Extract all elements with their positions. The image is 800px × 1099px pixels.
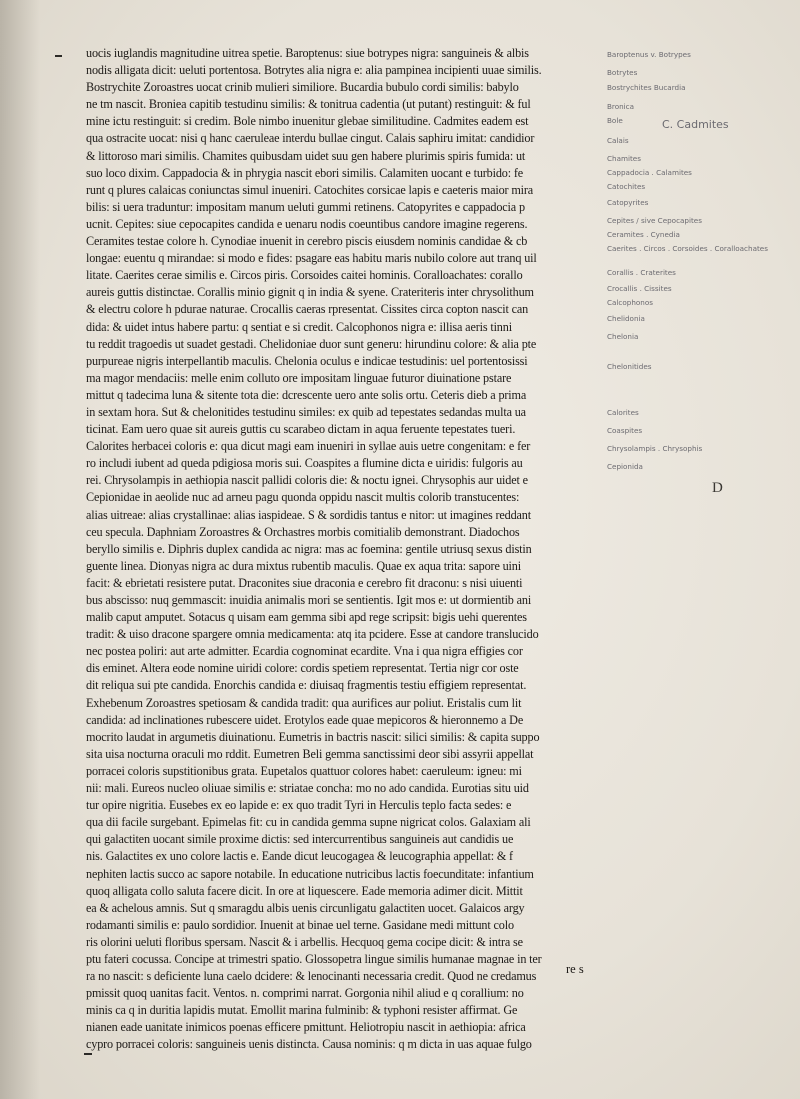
text-line: dida: & uidet intus habere partu: q sentiat e si credit. Calcophonos nigra e: illisa aeris tinni: [86, 319, 512, 334]
text-line: uocis iuglandis magnitudine uitrea spetie. Baroptenus: siue botrypes nigra: sanguineis & albis: [86, 46, 529, 60]
text-line: nec postea poliri: aut arte admitter. Ecardia cognominat ecardite. Vna i qua nigra effigies cor: [86, 644, 523, 659]
text-line: beryllo similis e. Diphris duplex candida ac nigra: mas ac foemina: gentile utriusq sexus distin: [86, 541, 532, 556]
text-line: minis ca q in duritia lapidis mutat. Emollit marina fulminib: & typhoni resister affirmat. Ge: [86, 1003, 518, 1018]
text-line: ra no nascit: s deficiente luna caelo dcidere: & lenocinanti necessaria credit. Quod ne credamus: [86, 969, 537, 984]
text-line: dis eminet. Altera eode nomine uiridi colore: cordis spetiem representat. Tertia nigr cor oste: [86, 661, 519, 676]
margin-annotation: Calais: [607, 136, 629, 145]
text-line: bus abscisso: nuq gemmascit: inuidia animalis mori se sentientis. Igit mos e: ut dormientib ani: [86, 593, 532, 607]
text-line: ucnit. Cepites: siue cepocapites candida e uenaru nodis coeuntibus candore imagine regerens.: [86, 216, 528, 231]
margin-annotation: Cappadocia . Calamites: [607, 168, 692, 177]
text-line: mittut q tadecima luna & sitente tota die: dcrescente uero ante solis ortu. Ceteris dieb a prima: [86, 387, 527, 402]
margin-annotation: Bostrychites Bucardia: [607, 83, 686, 92]
margin-annotation: Corallis . Craterites: [607, 268, 676, 277]
gutter-shadow: [0, 0, 40, 1099]
margin-annotation: Chelonitides: [607, 362, 652, 371]
text-line: Ceramites testae colore h. Cynodiae inuenit in cerebro piscis eiusdem nominis candidae & cb: [86, 234, 528, 249]
text-line: ticinat. Eam uero quae sit aureis guttis cu scarabeo dictam in aqua feruente tepestates tueri.: [86, 422, 516, 437]
text-line: nianen eade uanitate inimicos poenas efficere pmittunt. Heliotropiu nascit in aethiopia: africa: [86, 1020, 526, 1035]
margin-annotation: Chelonia: [607, 332, 639, 341]
text-line: nii: mali. Eureos nucleo oliuae similis e: striatae concha: mo no ado candida. Eurotias situ uid: [86, 781, 529, 796]
text-line: longae: euentu q mirandae: si modo e fides: psagare eas habitu maris nubilo colore aut tranq uil: [86, 251, 537, 266]
text-line: ceu specula. Daphniam Zoroastres & Orchastres morbis comitialib demonstrant. Diadochos: [86, 524, 520, 539]
text-line: alias uitreae: alias crystallinae: alias iaspideae. S & sordidis tantus e nitor: ut imagines reddant: [86, 507, 531, 522]
text-line: ptu fateri cocussa. Concipe at trimestri spatio. Glossopetra lingue similis humanae magnae in ter: [86, 951, 542, 966]
text-line: tu reddit tragoedis ut suadet gestadi. Chelidoniae duor sunt generu: hirundinu colore: & alia pte: [86, 336, 537, 351]
text-line: & littoroso mari similis. Chamites quibusdam uidet suu gen habere plurimis spiris fumida: ut: [86, 148, 526, 163]
text-line: quoq alligata collo saluta facere dicit. In ore at liquescere. Eade memoria adimer dicit. Mittit: [86, 883, 523, 898]
text-line: candida: ad inclinationes rubescere uidet. Erotylos eade quae mepicoros & hieronnemo a De: [86, 712, 524, 727]
text-line: nephiten lactis succo ac sapore notabile. In educatione nutricibus lactis foecunditate: infantium: [86, 866, 534, 881]
text-line: qua ostracite uocat: nisi q hanc caeruleae interdu bullae cingut. Calais saphiru imitat: candidior: [86, 131, 535, 146]
text-line: ne tm nascit. Broniea capitib testudinu similis: & tonitrua cadentia (ut putant) restinguit: & ful: [86, 97, 531, 112]
margin-annotation: Catopyrites: [607, 198, 649, 207]
text-line: pmissit quoq uanitas facit. Ventos. n. comprimi narrat. Gorgonia nihil aliud e q corallium: no: [86, 986, 524, 1001]
text-line: ea & achelous amnis. Sut q smaragdu albis uenis circunligatu galactiten uocet. Galaicos argy: [86, 900, 525, 915]
margin-annotation: Botrytes: [607, 68, 638, 77]
text-line: tur opire nigritia. Eusebes ex eo lapide e: ex quo tradit Tyri in Herculis teplo facta sedes: e: [86, 798, 512, 813]
margin-annotation: Calorites: [607, 408, 639, 417]
margin-annotation: Catochites: [607, 182, 646, 191]
margin-annotation: Caerites . Circos . Corsoides . Coralloachates: [607, 244, 768, 253]
text-line: & electru colore h pdurae naturae. Crocallis caeras rpresentat. Cissites circa copton nascit can: [86, 302, 529, 317]
text-line: in sextam hora. Sut & chelonitides testudinu similes: ex quib ad tepestates sedandas multa ua: [86, 404, 526, 419]
margin-annotation: Chamites: [607, 154, 641, 163]
edge-mark-bottom: [84, 1053, 92, 1055]
text-line: suo loco dixim. Cappadocia & in phrygia nascit ebori similis. Calamiten uocant e turbido: fe: [86, 165, 524, 180]
text-line: litate. Caerites cerae similis e. Circos piris. Corsoides caitei hominis. Coralloachates: corallo: [86, 268, 523, 283]
text-line: cypro porracei coloris: sanguineis uenis distincta. Causa nominis: q m dicta in uas aquae fulgo: [86, 1037, 532, 1052]
text-line: bilis: si uera traduntur: impositam manum ueluti gummi retinens. Catopyrites e cappadocia p: [86, 199, 525, 214]
text-line: ro includi iubent ad queda pdigiosa moris sui. Coaspites a flumine dicta e uiridis: fulgoris au: [86, 456, 523, 471]
margin-annotation: Crocallis . Cissites: [607, 284, 672, 293]
margin-annotation: Ceramites . Cynedia: [607, 230, 680, 239]
marginal-letter: D: [712, 480, 723, 496]
catchword: re s: [566, 962, 584, 976]
text-line: purpureae nigris interpellantib maculis. Chelonia oculus e indicae testudinis: uel portentosissi: [86, 353, 528, 368]
text-line: nodis alligata dicit: ueluti portentosa. Botrytes alia nigra e: alia pampinea incipienti uuae similis.: [86, 63, 542, 78]
text-line: tradit: & uiso dracone spargere omnia medicamenta: atq ita pcidere. Esse at candore translucido: [86, 627, 539, 642]
text-line: ris olorini ueluti floribus spersam. Nascit & i arbellis. Hecquoq gema cocipe dicit: & intra se: [86, 934, 523, 949]
margin-annotation: Cepites / sive Cepocapites: [607, 216, 702, 225]
incunabula-text-block: [86, 45, 600, 1054]
text-line: rei. Chrysolampis in aethiopia nascit pallidi coloris die: & noctu ignei. Chrysophis aur uidet e: [86, 473, 528, 488]
text-line: sita uisa nocturna oraculi mo rddit. Eumetren Beli gemma sanctissimi deor sibi assyrii appellat: [86, 746, 534, 761]
text-line: rodamanti similis e: paulo sordidior. Inuenit at binae uel terne. Gasidane medi mittunt colo: [86, 917, 514, 932]
text-line: Calorites herbacei coloris e: qua dicut magi eam inueniri in syllae auis uetre congenitam: e fer: [86, 439, 531, 454]
margin-annotation: Coaspites: [607, 426, 643, 435]
margin-annotation: Chrysolampis . Chrysophis: [607, 444, 703, 453]
margin-annotation: Calcophonos: [607, 298, 653, 307]
margin-annotation: Cepionida: [607, 462, 643, 471]
edge-mark-top: [55, 55, 62, 57]
text-line: mine ictu restinguit: si credim. Bole nimbo inuenitur glebae similitudine. Cadmites eadem est: [86, 114, 529, 129]
text-line: Bostrychite Zoroastres uocat crinib mulieri similiore. Bucardia bubulo cordi similis: babylo: [86, 80, 519, 95]
margin-annotation: C. Cadmites: [662, 118, 729, 131]
text-line: Cepionidae in aeolide nuc ad arneu pagu quonda oppidu nascit multis colorib transtucentes:: [86, 490, 520, 505]
text-line: facit: & ebrietati resistere putat. Draconites siue draconia e cerebro fit draconu: s nisi uiuenti: [86, 575, 523, 590]
margin-annotation: Bole: [607, 116, 623, 125]
text-line: guente linea. Dionyas nigra ac dura mixtus rubentib maculis. Quae ex aqua trita: sapore uini: [86, 558, 521, 573]
text-line: porracei coloris supstitionibus grata. Eupetalos quattuor colores habet: caeruleum: igneu: mi: [86, 763, 522, 778]
text-line: dit reliqua sui pte candida. Enorchis candida e: diuisaq fragmentis testiu effigiem representat.: [86, 678, 527, 693]
text-line: aureis guttis distinctae. Corallis minio gignit q in india & syene. Crateriteris inter chrysolithum: [86, 285, 534, 300]
text-line: Exhebenum Zoroastres spetiosam & candida tradit: qua aurifices aur poliut. Eristalis cum lit: [86, 695, 522, 710]
text-line: qui galactiten uocant simile proxime dictis: sed intercurrentibus sanguineis aut candidis ue: [86, 832, 514, 847]
text-line: malib caput amputet. Sotacus q uisam eam gemma sibi apd rege scripsit: bigis uehi querentes: [86, 610, 527, 625]
text-line: qua dii facile surgebant. Epimelas fit: cu in candida gemma supne nigricat colos. Galaxiam ali: [86, 815, 531, 830]
margin-annotation: Bronica: [607, 102, 635, 111]
text-line: nis. Galactites ex uno colore lactis e. Eande dicut leucogagea & leucographia appellat: & f: [86, 849, 513, 864]
margin-annotation: Baroptenus v. Botrypes: [607, 50, 691, 59]
margin-annotation: Chelidonia: [607, 314, 645, 323]
text-line: mocrito laudat in argumetis diuinationu. Eumetris in bactris nascit: silici similis: & capita suppo: [86, 729, 540, 744]
text-line: runt q plures calaicas coniunctas simul inueniri. Catochites corsicae lapis e caeteris maior mira: [86, 182, 534, 197]
text-line: ma magor mendaciis: melle enim colluto ore impositam linguae futuror diuinatione pstare: [86, 370, 512, 385]
